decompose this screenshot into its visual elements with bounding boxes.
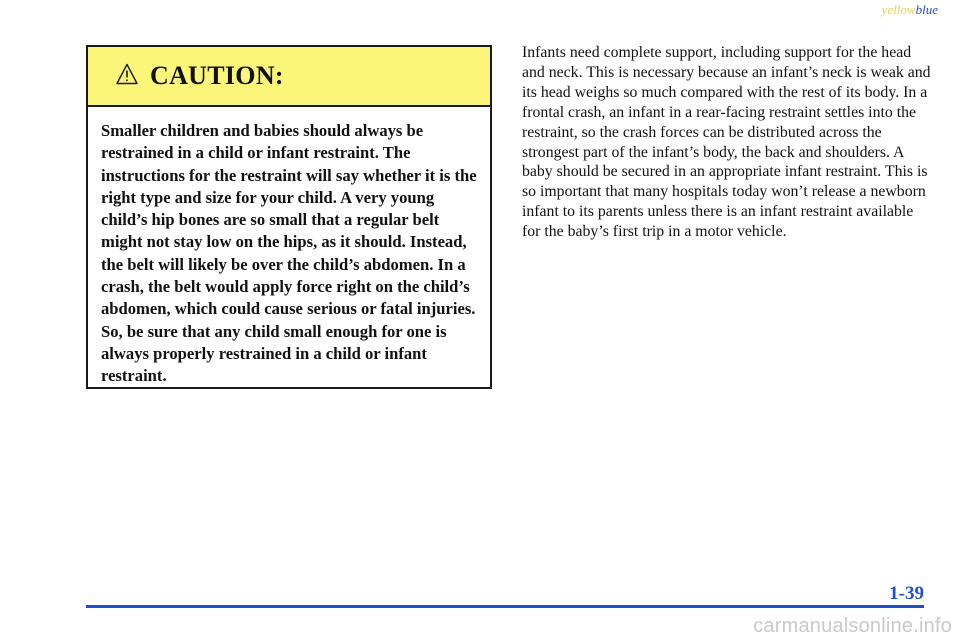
page-number: 1-39 [889,583,924,604]
color-tag-yellow: yellow [881,2,916,17]
caution-box [86,45,492,389]
warning-triangle-icon [116,63,138,85]
color-tag-blue: blue [915,2,938,17]
caution-title: CAUTION: [150,61,284,90]
footer-rule [86,605,924,608]
infant-support-paragraph: Infants need complete support, including support for the head and neck. This is necessary because an infant’s neck is weak and its head weighs so much compared with the rest of its body. In a frontal crash, an infant in a rear-facing restraint settles into the restraint, so the crash forces can be distributed across the strongest part of the infant’s body, the back and shoulders. A baby should be secured in an appropriate infant restraint. This is so important that many hospitals today won’t release a newborn infant to its parents unless there is an infant restraint available for the baby’s first trip in a motor vehicle. [522,44,931,241]
watermark: carmanualsonline.info [753,615,952,637]
caution-header [88,47,490,107]
caution-body: Smaller children and babies should always be restrained in a child or infant restraint. The instructions for the restraint will say whether it is the right type and size for your child. A very young child’s hip bones are so small that a regular belt might not stay low on the hips, as it should. Instead, the belt will likely be over the child’s abdomen. In a crash, the belt would apply force right on the child’s abdomen, which could cause serious or fatal injuries. So, be sure that any child small enough for one is always properly restrained in a child or infant restraint. [101,121,477,386]
color-tag [882,2,938,18]
